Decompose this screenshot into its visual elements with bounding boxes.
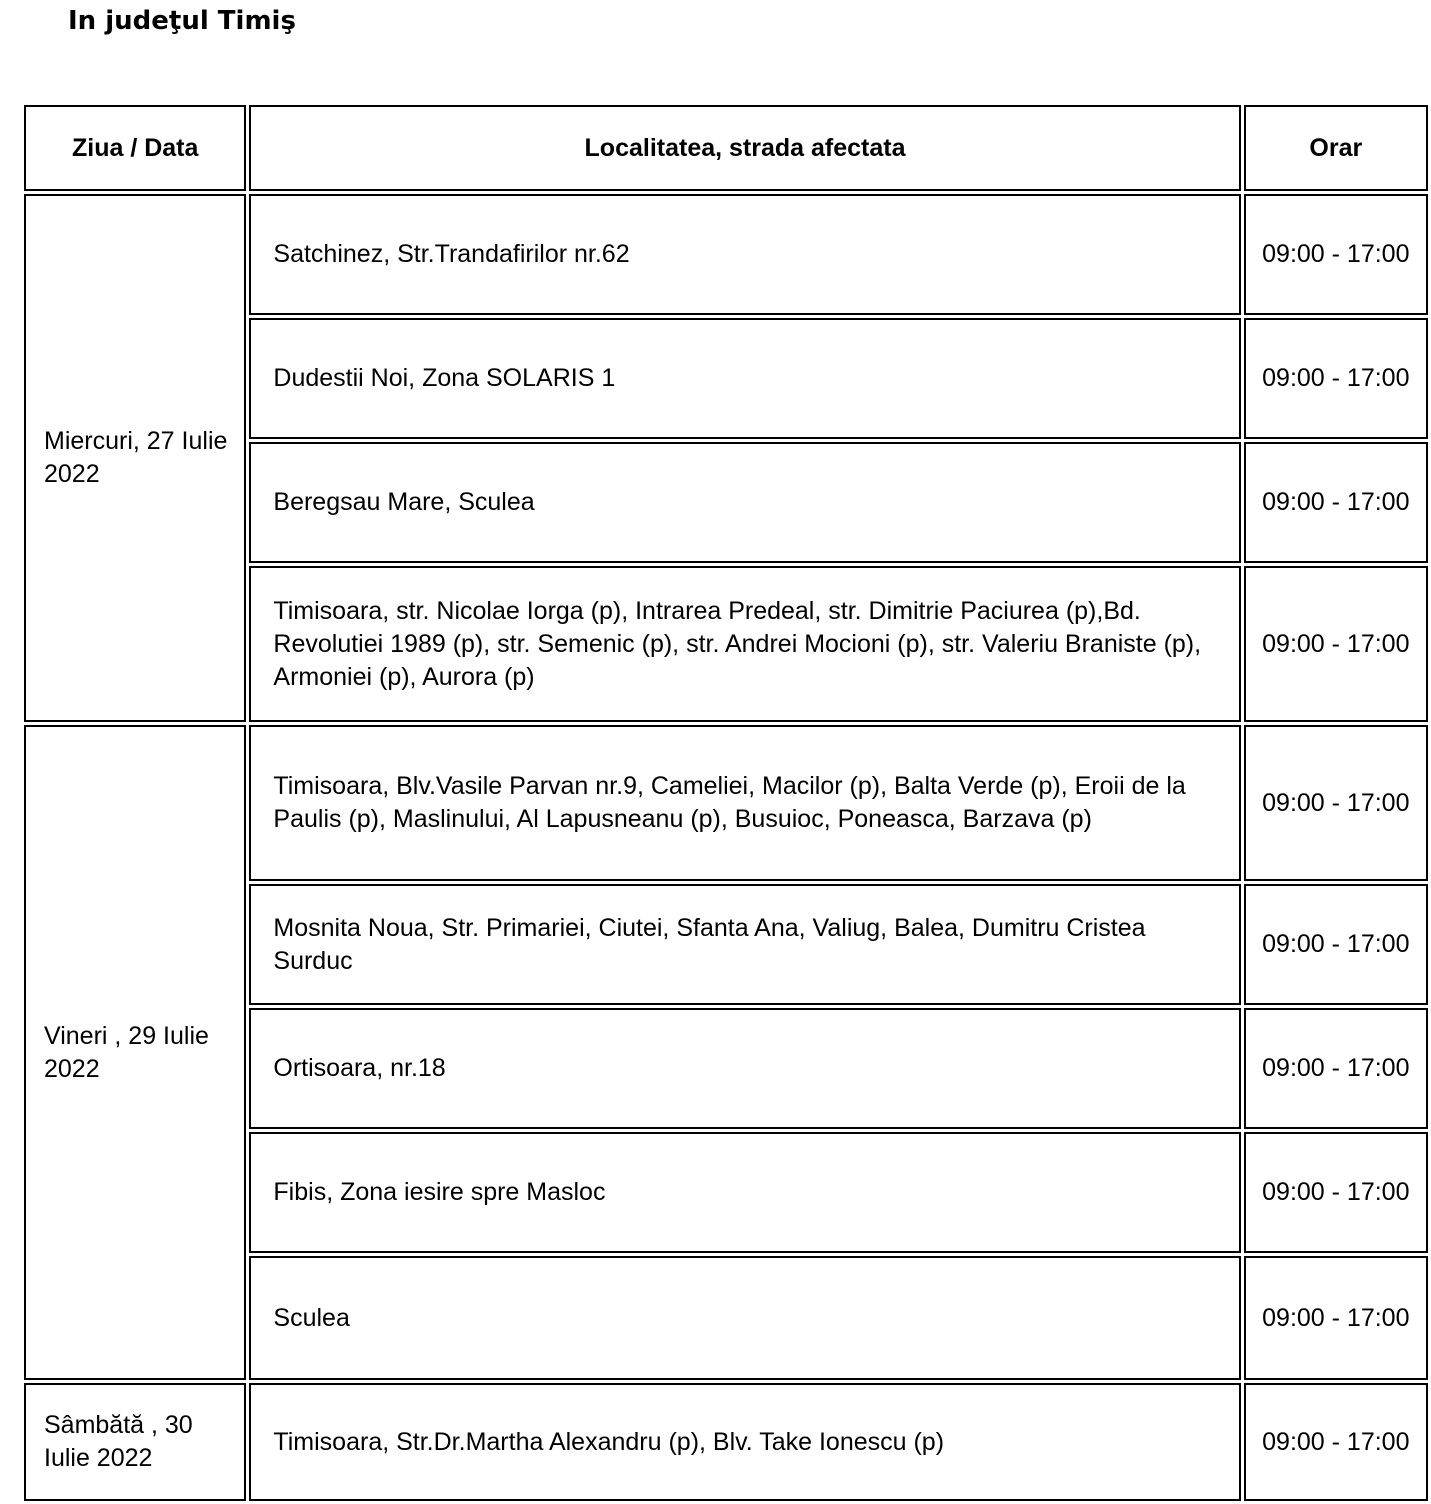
locality-cell: Timisoara, Str.Dr.Martha Alexandru (p), Blv. Take Ionescu (p) <box>249 1383 1240 1501</box>
day-cell: Vineri , 29 Iulie 2022 <box>24 725 246 1380</box>
header-row <box>24 105 1428 191</box>
day-cell: Sâmbătă , 30 Iulie 2022 <box>24 1383 246 1501</box>
locality-cell: Mosnita Noua, Str. Primariei, Ciutei, Sfanta Ana, Valiug, Balea, Dumitru Cristea Surduc <box>249 884 1240 1005</box>
locality-cell: Timisoara, str. Nicolae Iorga (p), Intrarea Predeal, str. Dimitrie Paciurea (p),Bd. Revolutiei 1989 (p), str. Semenic (p), str. Andrei Mocioni (p), str. Valeriu Braniste (p), Armoniei (p), Aurora (p) <box>249 566 1240 722</box>
page-title: In judeţul Timiş <box>68 6 296 36</box>
table-body <box>24 194 1428 1501</box>
schedule-cell: 09:00 - 17:00 <box>1244 725 1428 881</box>
schedule-cell: 09:00 - 17:00 <box>1244 318 1428 439</box>
locality-cell: Fibis, Zona iesire spre Masloc <box>249 1132 1240 1253</box>
schedule-cell: 09:00 - 17:00 <box>1244 194 1428 315</box>
locality-cell: Beregsau Mare, Sculea <box>249 442 1240 563</box>
schedule-cell: 09:00 - 17:00 <box>1244 566 1428 722</box>
header-locality: Localitatea, strada afectata <box>249 105 1240 191</box>
locality-cell: Satchinez, Str.Trandafirilor nr.62 <box>249 194 1240 315</box>
schedule-cell: 09:00 - 17:00 <box>1244 1383 1428 1501</box>
locality-cell: Sculea <box>249 1256 1240 1380</box>
table-row <box>24 1383 1428 1501</box>
schedule-cell: 09:00 - 17:00 <box>1244 442 1428 563</box>
header-schedule: Orar <box>1244 105 1428 191</box>
locality-cell: Timisoara, Blv.Vasile Parvan nr.9, Cameliei, Macilor (p), Balta Verde (p), Eroii de la Paulis (p), Maslinului, Al Lapusneanu (p), Busuioc, Poneasca, Barzava (p) <box>249 725 1240 881</box>
schedule-cell: 09:00 - 17:00 <box>1244 884 1428 1005</box>
locality-cell: Dudestii Noi, Zona SOLARIS 1 <box>249 318 1240 439</box>
header-day: Ziua / Data <box>24 105 246 191</box>
outage-schedule-table <box>21 102 1431 1504</box>
locality-cell: Ortisoara, nr.18 <box>249 1008 1240 1129</box>
table-header <box>24 105 1428 191</box>
day-cell: Miercuri, 27 Iulie 2022 <box>24 194 246 722</box>
table-row <box>24 725 1428 881</box>
schedule-cell: 09:00 - 17:00 <box>1244 1256 1428 1380</box>
table-row <box>24 194 1428 315</box>
schedule-cell: 09:00 - 17:00 <box>1244 1008 1428 1129</box>
schedule-cell: 09:00 - 17:00 <box>1244 1132 1428 1253</box>
